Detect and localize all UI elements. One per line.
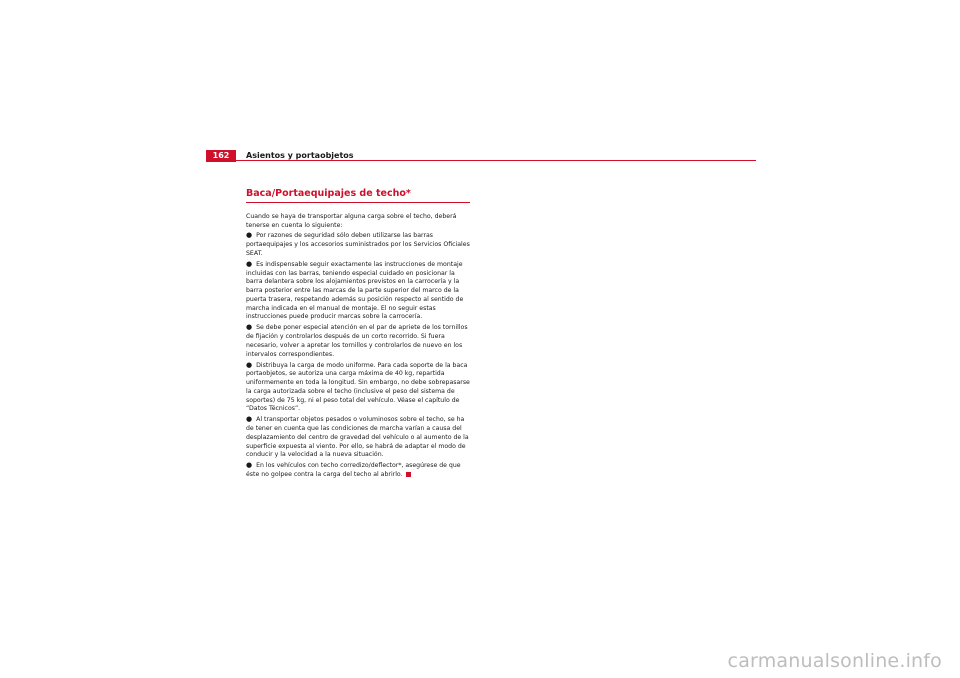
bullet-icon: ● — [246, 323, 253, 332]
list-item-text: Por razones de seguridad sólo deben utilizarse las barras portaequipajes y los accesorios suministrados por los Servicios Oficiales SEAT. — [246, 232, 470, 257]
list-item — [246, 361, 470, 414]
list-item-text: Al transportar objetos pesados o voluminosos sobre el techo, se ha de tener en cuenta que las condiciones de marcha varían a causa del desplazamiento del centro de gravedad del vehículo o al aumento de la superficie expuesta al viento. Por ello, se habrá de adaptar el modo de conducir y la velocidad a la nueva situación. — [246, 416, 469, 459]
list-item-text: En los vehículos con techo corredizo/deflector*, asegúrese de que éste no golpee contra la carga del techo al abrirlo. — [246, 462, 461, 479]
list-item-text: Es indispensable seguir exactamente las instrucciones de montaje incluidas con las barras, teniendo especial cuidado en posicionar la barra delantera sobre los alojamientos previstos en la carrocería y la barra posterior entre las marcas de la parte superior del marco de la puerta trasera, respetando además su posición respecto al sentido de marcha indicada en el manual de montaje. El no seguir estas instrucciones puede producir marcas sobre la carrocería. — [246, 261, 464, 321]
list-item — [246, 231, 470, 258]
list-item-text: Distribuya la carga de modo uniforme. Para cada soporte de la baca portaobjetos, se autoriza una carga máxima de 40 kg, repartida uniformemente en toda la longitud. Sin embargo, no debe sobrepasarse la carga autorizada sobre el techo (inclusive el peso del sistema de soportes) de 75 kg, ni el peso total del vehículo. Véase el capítulo de “Datos Técnicos”. — [246, 361, 470, 413]
page-number: 162 — [206, 150, 236, 162]
section-title: Baca/Portaequipajes de techo* — [246, 188, 470, 203]
watermark: carmanualsonline.info — [727, 650, 942, 672]
bullet-icon: ● — [246, 461, 253, 470]
end-of-section-icon — [406, 472, 411, 477]
bullet-icon: ● — [246, 415, 253, 424]
bullet-icon: ● — [246, 231, 253, 240]
section-content — [246, 188, 470, 481]
list-item — [246, 260, 470, 322]
intro-paragraph: Cuando se haya de transportar alguna carga sobre el techo, deberá tenerse en cuenta lo siguiente: — [246, 213, 457, 229]
list-item-text: Se debe poner especial atención en el par de apriete de los tornillos de fijación y controlarlos después de un corto recorrido. Si fuera necesario, volver a apretar los tornillos y controlarlos de nuevo en los intervalos correspondientes. — [246, 324, 468, 358]
list-item — [246, 323, 470, 359]
bullet-icon: ● — [246, 260, 253, 269]
header-rule — [206, 160, 756, 161]
running-header: Asientos y portaobjetos — [246, 151, 354, 160]
list-item — [246, 461, 470, 479]
bullet-icon: ● — [246, 360, 253, 369]
list-item — [246, 415, 470, 460]
